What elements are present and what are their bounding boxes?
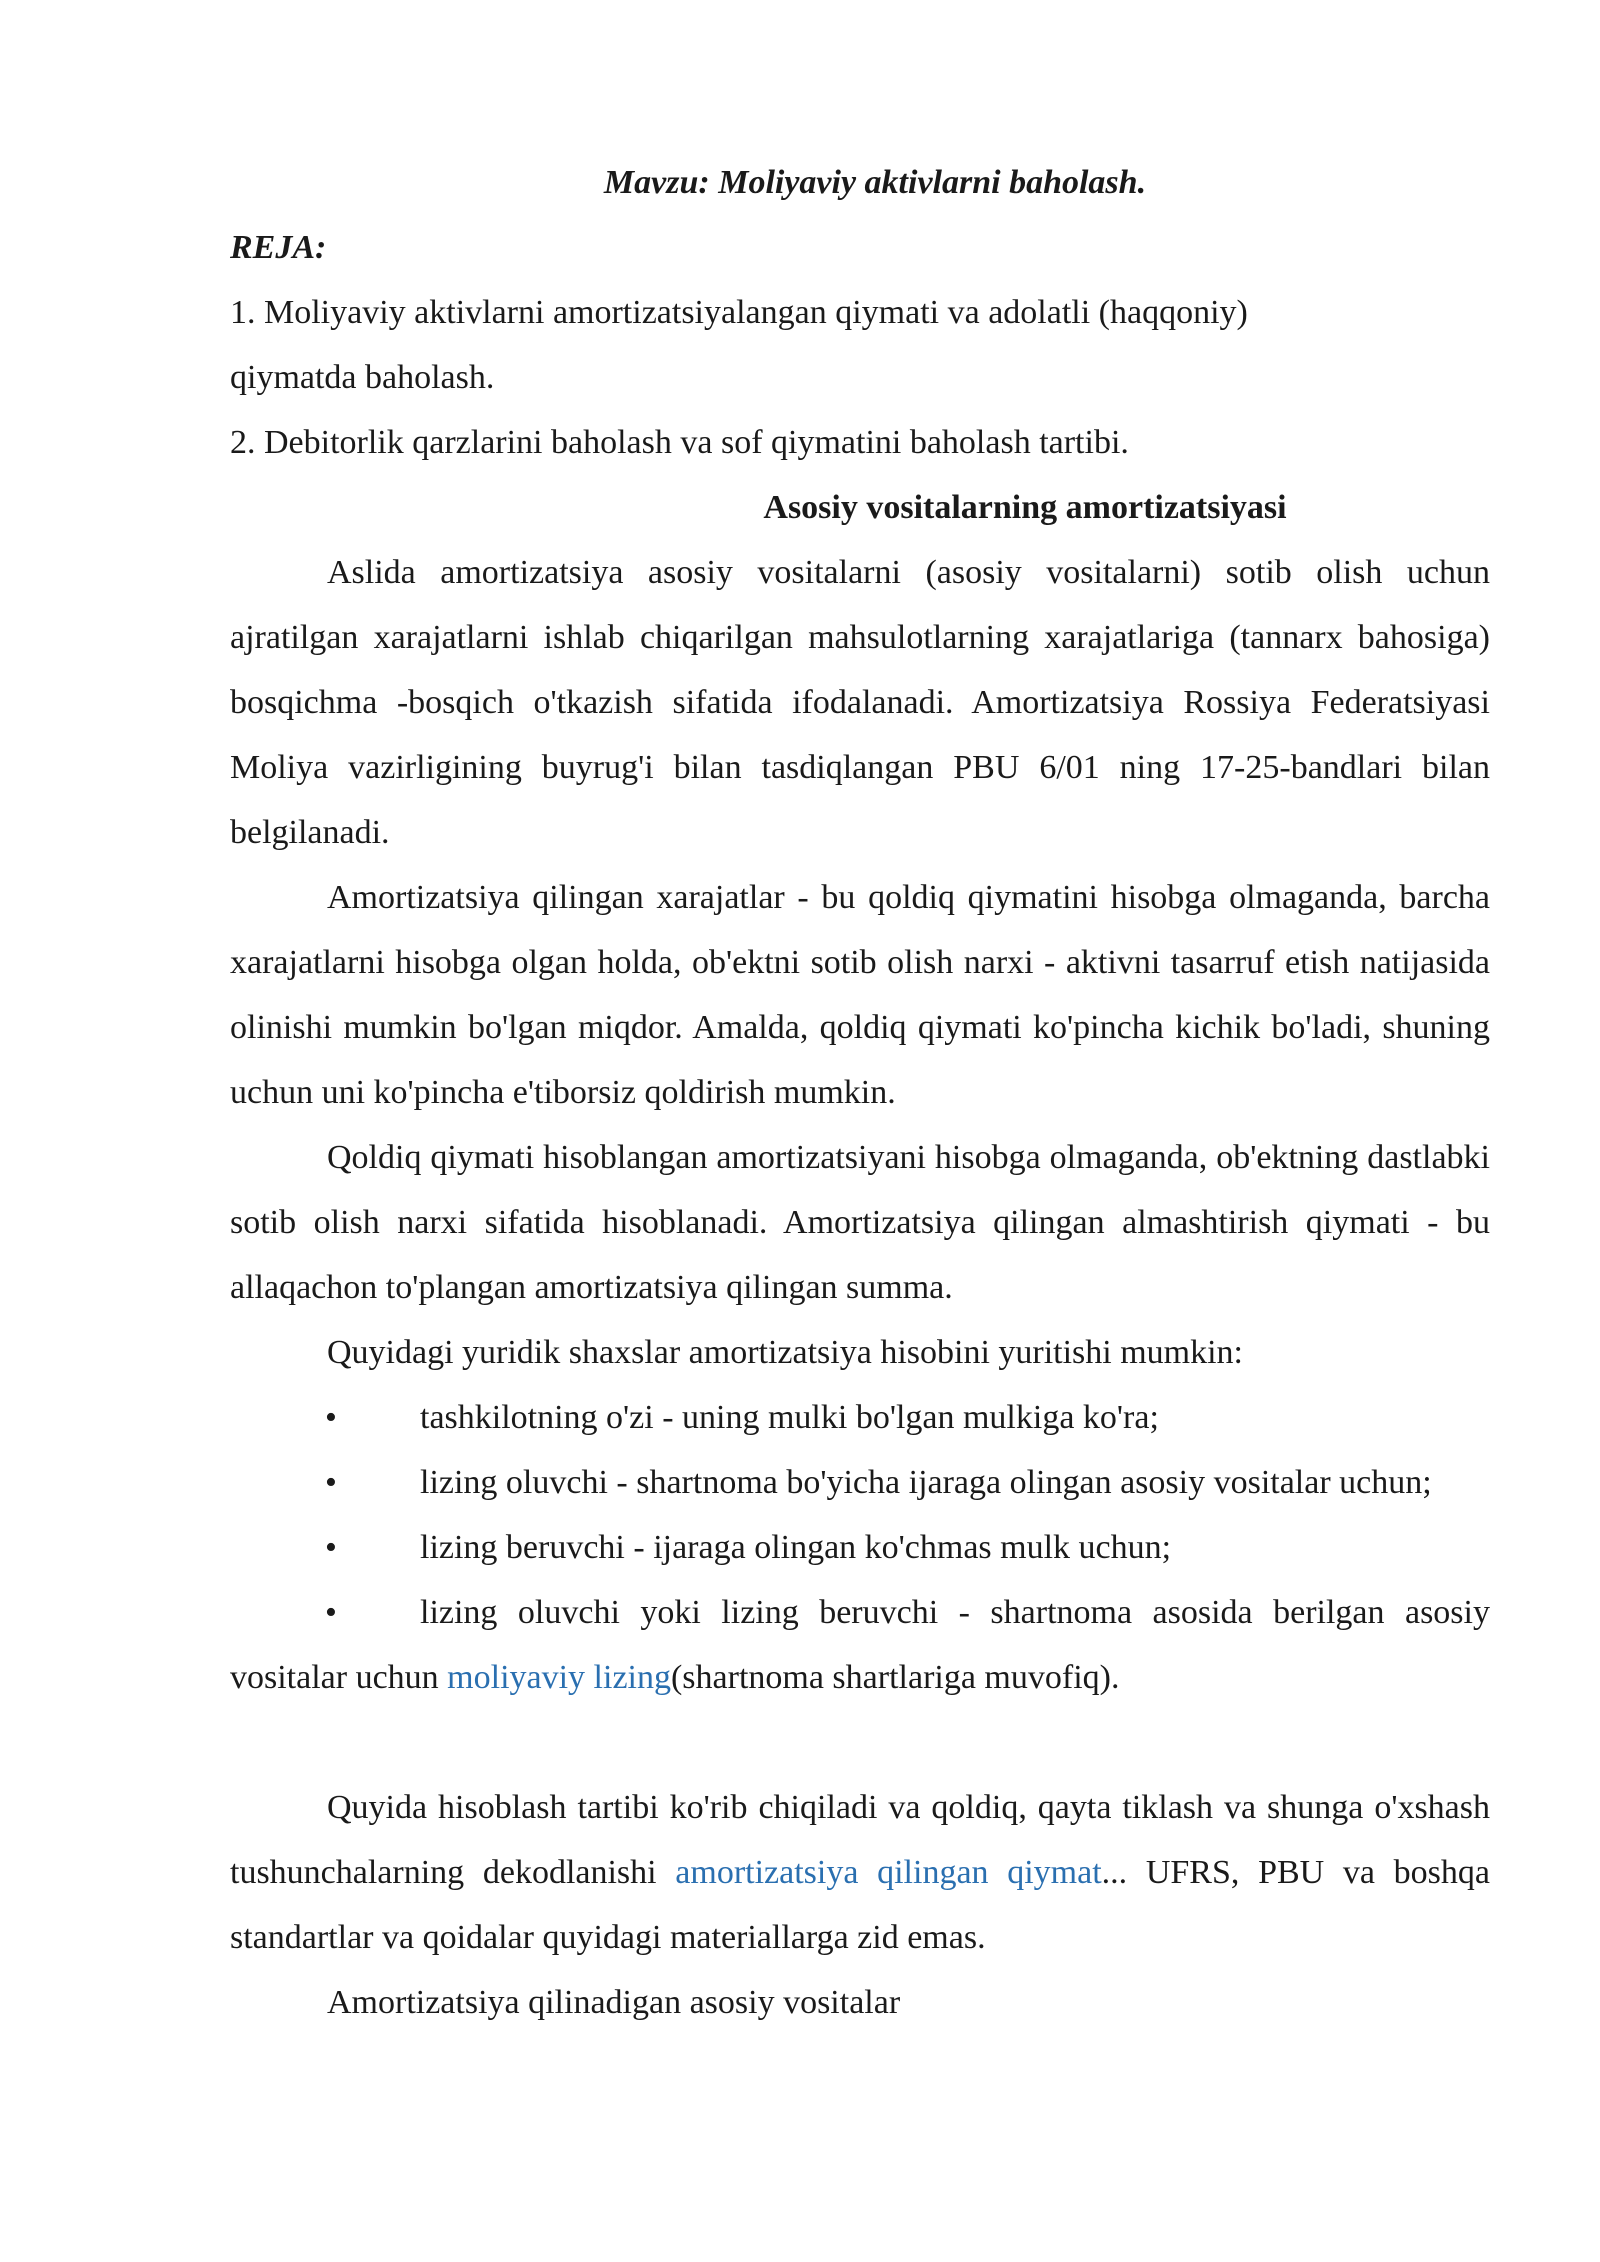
- paragraph-1: Aslida amortizatsiya asosiy vositalarni (asosiy vositalarni) sotib olish uchun ajratilgan xarajatlarni ishlab chiqarilgan mahsulotlarning xarajatlariga (tannarx bahosiga) bosqichma -bosqich o'tkazish sifatida ifodalanadi. Amortizatsiya Rossiya Federatsiyasi Moliya vazirligining buyrug'i bilan tasdiqlangan PBU 6/01 ning 17-25-bandlari bilan belgilanadi.: [230, 554, 1490, 851]
- bullet-item: [230, 1385, 1490, 1450]
- bullet-dot-icon: •: [325, 1529, 337, 1566]
- bullet-dot-icon: •: [325, 1594, 337, 1631]
- plan-item-2: 2. Debitorlik qarzlarini baholash va sof qiymatini baholash tartibi.: [230, 424, 1129, 461]
- bullet-dot-icon: •: [325, 1464, 337, 1501]
- bullet-item: [230, 1450, 1490, 1515]
- bullet-dot-icon: •: [325, 1399, 337, 1436]
- plan-label: REJA:: [230, 229, 327, 266]
- moliyaviy-lizing-link[interactable]: moliyaviy lizing: [447, 1659, 671, 1696]
- paragraph-3: Qoldiq qiymati hisoblangan amortizatsiyani hisobga olmaganda, ob'ektning dastlabki sotib olish narxi sifatida hisoblanadi. Amortizatsiya qilingan almashtirish qiymati - bu allaqachon to'plangan amortizatsiya qilingan summa.: [230, 1139, 1490, 1306]
- plan-item-1-continued: qiymatda baholash.: [230, 359, 495, 396]
- bullet-item: [230, 1515, 1490, 1580]
- paragraph-2: Amortizatsiya qilingan xarajatlar - bu qoldiq qiymatini hisobga olmaganda, barcha xarajatlarni hisobga olgan holda, ob'ektni sotib olish narxi - aktivni tasarruf etish natijasida olinishi mumkin bo'lgan miqdor. Amalda, qoldiq qiymati ko'pincha kichik bo'ladi, shuning uchun uni ko'pincha e'tiborsiz qoldirish mumkin.: [230, 879, 1490, 1111]
- paragraph-4: Quyidagi yuridik shaxslar amortizatsiya hisobini yuritishi mumkin:: [327, 1334, 1244, 1371]
- bullet-text: lizing oluvchi - shartnoma bo'yicha ijaraga olingan asosiy vositalar uchun;: [420, 1464, 1432, 1501]
- document-page: [230, 150, 1490, 2035]
- paragraph-5-text: Quyida hisoblash tartibi ko'rib chiqiladi va qoldiq, qayta tiklash va shunga o'xshash tushunchalarning dekodlanishi: [230, 1789, 1490, 1891]
- section-heading: Asosiy vositalarning amortizatsiyasi: [763, 489, 1287, 526]
- closing-line: Amortizatsiya qilinadigan asosiy vositalar: [327, 1984, 901, 2021]
- bullet-text-tail: (shartnoma shartlariga muvofiq).: [670, 1659, 1120, 1696]
- amortized-value-link[interactable]: amortizatsiya qilingan qiymat: [675, 1854, 1102, 1891]
- page-title: Mavzu: Moliyaviy aktivlarni baholash.: [603, 164, 1147, 201]
- bullet-text: tashkilotning o'zi - uning mulki bo'lgan mulkiga ko'ra;: [420, 1399, 1159, 1436]
- bullet-item: [230, 1580, 1490, 1710]
- blank-line: [230, 1710, 1490, 1775]
- bullet-text: lizing oluvchi yoki lizing beruvchi - shartnoma asosida berilgan asosiy vositalar uchun: [230, 1594, 1490, 1696]
- paragraph-5-tail: ... UFRS, PBU va boshqa standartlar va qoidalar quyidagi materiallarga zid emas.: [230, 1854, 1490, 1956]
- plan-item-1: 1. Moliyaviy aktivlarni amortizatsiyalangan qiymati va adolatli (haqqoniy): [230, 294, 1248, 331]
- bullet-text: lizing beruvchi - ijaraga olingan ko'chmas mulk uchun;: [420, 1529, 1172, 1566]
- paragraph-5: [230, 1775, 1490, 1970]
